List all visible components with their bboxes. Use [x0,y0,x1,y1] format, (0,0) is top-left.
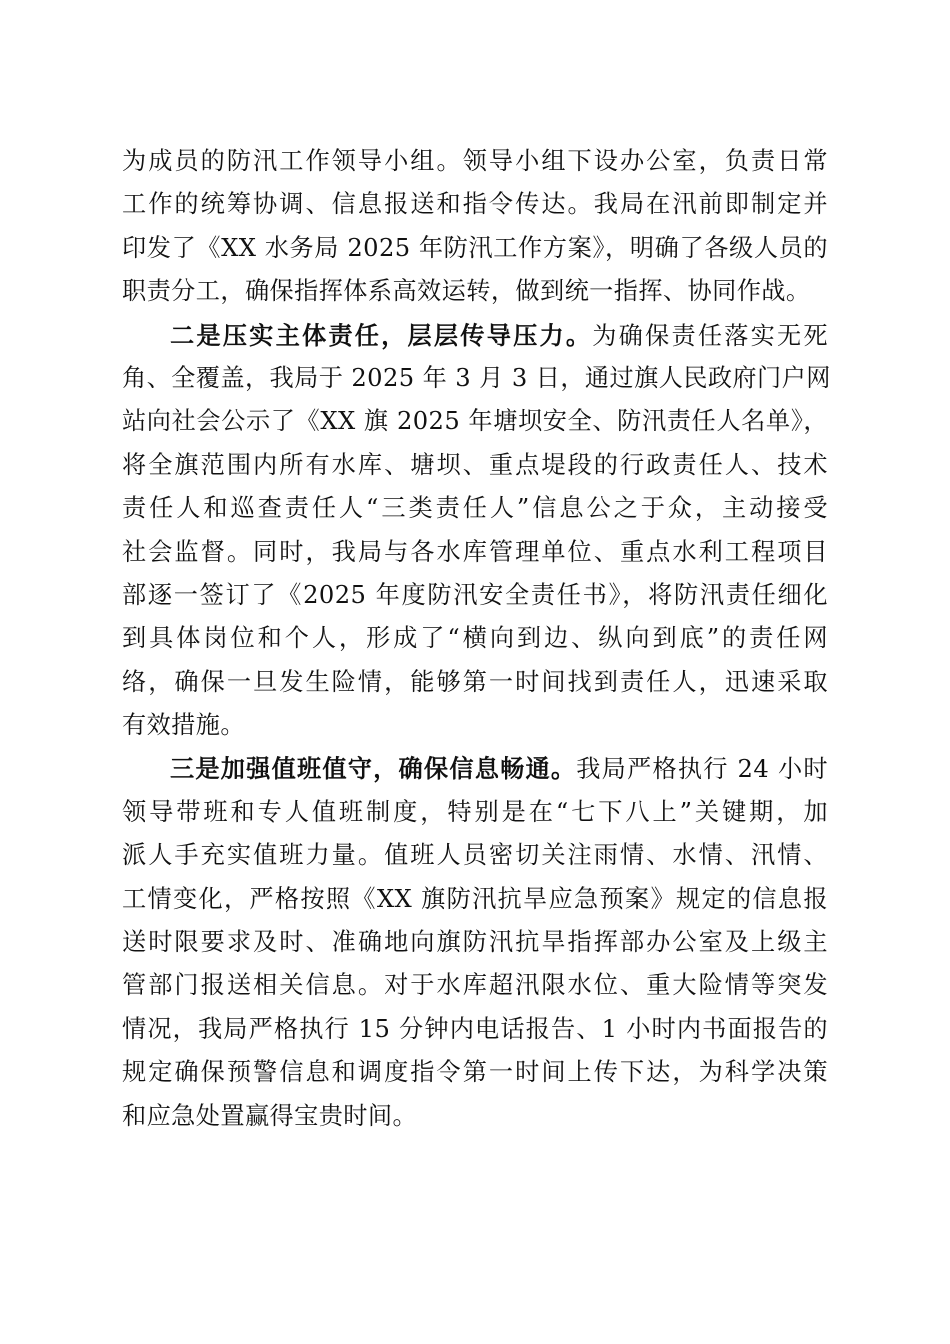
text-line: 和应急处置赢得宝贵时间。 [122,1101,418,1130]
text-line: 责任人和巡查责任人“三类责任人”信息公之于众，主动接受 [122,494,828,523]
paragraph-lead-heading: 三是加强值班值守，确保信息畅通。 [170,754,577,784]
text-line [122,314,828,357]
text-line: 情况，我局严格执行 15 分钟内电话报告、1 小时内书面报告的 [122,1014,828,1043]
text-line: 印发了《XX 水务局 2025 年防汛工作方案》，明确了各级人员的 [122,233,828,262]
text-line: 部逐一签订了《2025 年度防汛安全责任书》，将防汛责任细化 [122,580,828,609]
text-line: 管部门报送相关信息。对于水库超汛限水位、重大险情等突发 [122,971,828,1000]
paragraph-lead-continuation: 为确保责任落实无死 [592,321,828,350]
text-line: 领导带班和专人值班制度，特别是在“七下八上”关键期，加 [122,797,828,826]
text-line: 角、全覆盖，我局于 2025 年 3 月 3 日，通过旗人民政府门户网 [122,363,831,392]
paragraph-lead-continuation: 我局严格执行 24 小时 [576,755,828,784]
text-line: 派人手充实值班力量。值班人员密切关注雨情、水情、汛情、 [122,841,828,870]
text-line: 规定确保预警信息和调度指令第一时间上传下达，为科学决策 [122,1058,828,1087]
text-line: 为成员的防汛工作领导小组。领导小组下设办公室，负责日常 [122,147,828,175]
document-body [122,140,831,1138]
paragraph-leadership-group [122,140,828,314]
text-line: 络，确保一旦发生险情，能够第一时间找到责任人，迅速采取 [122,667,828,696]
text-line: 将全旗范围内所有水库、塘坝、重点堤段的行政责任人、技术 [122,450,828,479]
text-line: 有效措施。 [122,711,245,740]
text-line: 工作的统筹协调、信息报送和指令传达。我局在汛前即制定并 [122,190,828,219]
text-line: 职责分工，确保指挥体系高效运转，做到统一指挥、协同作战。 [122,277,811,306]
text-line: 到具体岗位和个人，形成了“横向到边、纵向到底”的责任网 [122,624,828,653]
paragraph-lead-heading: 二是压实主体责任，层层传导压力。 [170,320,593,350]
text-line: 送时限要求及时、准确地向旗防汛抗旱指挥部办公室及上级主 [122,928,828,957]
text-line: 站向社会公示了《XX 旗 2025 年塘坝安全、防汛责任人名单》， [122,407,828,436]
text-line: 社会监督。同时，我局与各水库管理单位、重点水利工程项目 [122,537,828,566]
text-line [122,747,828,790]
paragraph-responsibility [122,314,831,748]
paragraph-duty-shift [122,747,828,1138]
text-line: 工情变化，严格按照《XX 旗防汛抗旱应急预案》规定的信息报 [122,884,828,913]
